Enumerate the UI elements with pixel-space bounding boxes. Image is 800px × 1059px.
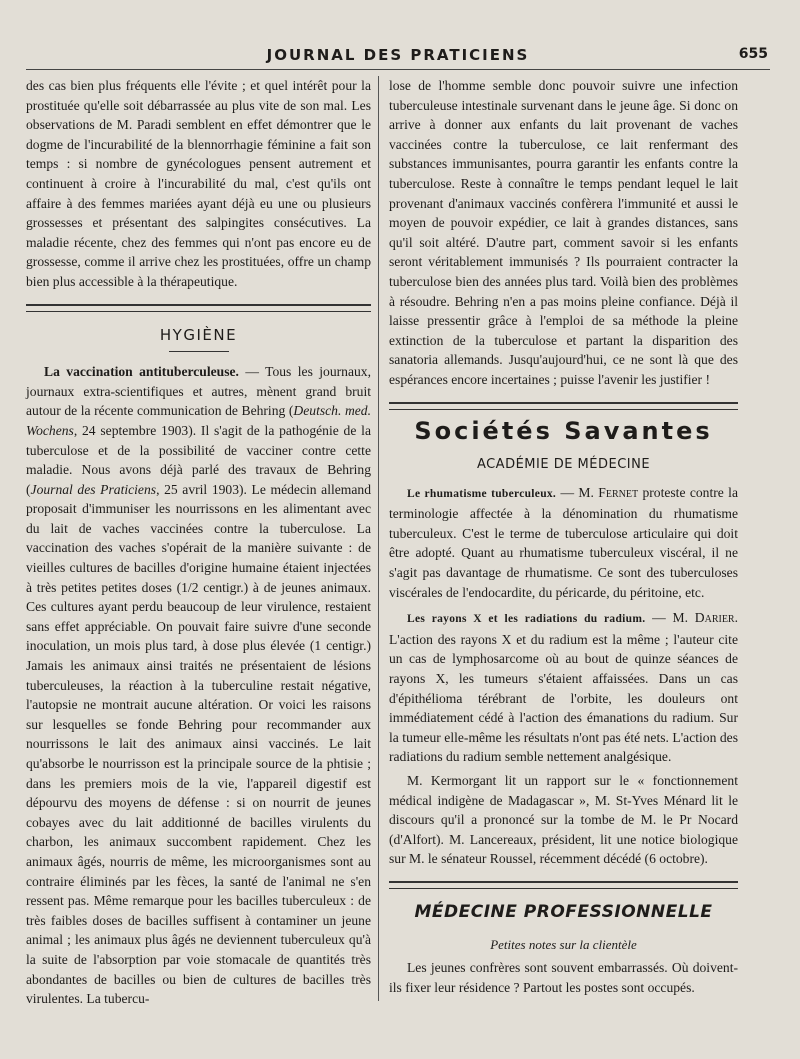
vaccination-text-a: — Tous les journaux, journaux extra-scientifiques et autres, mènent grand bruit autour de la récente communication de Behring (: [26, 364, 371, 419]
medecine-professionnelle-title: MÉDECINE PROFESSIONNELLE: [414, 901, 713, 922]
rayons-paragraph: [389, 608, 738, 767]
section-title-underline: [169, 351, 229, 352]
left-column: [26, 76, 371, 1023]
right-column: [389, 76, 738, 1023]
continued-paragraph: lose de l'homme semble donc pouvoir suivre une infection tuberculeuse intestinale survenant dans le jeune âge. Si donc on arrive à donner aux enfants du lait provenant de vaches vaccinées contre la tuberculose, ce lait renfermant des substances immunisantes, pourra garantir les enfants contre la tuberculose. Reste à connaître le temps pendant lequel le lait provenant d'animaux vaccinés confèrera l'immunité et aussi le moyen de pouvoir expédier, ce lait à grandes distances, sans qu'il soit altéré. D'autre part, comment savoir si les enfants seront véritablement immunisés ? Ils pourraient contracter la tuberculose bien des années plus tard. Voilà bien des problèmes à résoudre. Behring n'en a pas moins pleine confiance. Déjà il laisse pressentir grâce à l'emploi de sa méthode la pleine extinction de la tuberculose et partant la disparition des sanatoria allemands. Jusqu'aujourd'hui, ce ne sont là que des espérances encore incertaines ; puisse l'avenir les justifier !: [389, 78, 738, 387]
journal-title: JOURNAL DES PRATICIENS: [266, 46, 530, 64]
vaccination-text-c: , 25 avril 1903). Le médecin allemand proposait d'immuniser les nourrissons en les alimentant avec du lait de vaches vaccinées contre la tuberculose. La vaccination des vaches s'opérait de la manière suivante : de vieilles cultures de bacilles d'origine humaine étaient injectées à très petites petites doses (1/2 centigr.) à de jeunes animaux. Ces cultures ayant perdu beaucoup de leur virulence, restaient sans effet appréciable. On pouvait faire suivre d'une seconde inoculation, un mois plus tard, à dose plus élevée (1 centigr.) Jamais les animaux ainsi traités ne présentaient de lésions tuberculeuses, la réaction à la tuberculine restait négative, l'autopsie ne montrait aucune altération. Or voici les raisons sur lesquelles se fonde Behring pour recommander aux nourrissons le lait des animaux ainsi vaccinés. Le lait qu'absorbe le nourrisson est la principale source de la phtisie ; dans les premiers mois de la vie, l'appareil digestif est dépourvu des moyens de défense : si on nourrit de jeunes cobayes avec du lait additionné de bacilles virulents du charbon, les animaux succombent rapidement. Chez les animaux âgés, nourris de même, les microorganismes sont au contraire éliminés par les fèces, la santé de l'animal ne s'en ressent pas. Même remarque pour les bacilles tuberculeux : de très faibles doses de bacilles suffisent à contaminer un jeune animal ; les animaux plus âgés ne deviennent tuberculeux qu'à la suite de l'absorption par voie stomacale de quantités très abondantes de bacilles ou bien de cultures de bacilles très virulentes. La tubercu-: [26, 481, 371, 1007]
academie-heading: ACADÉMIE DE MÉDECINE: [476, 457, 651, 473]
page-header: [26, 42, 770, 70]
petites-notes-heading: Petites notes sur la clientèle: [490, 936, 637, 952]
rhumatisme-text: proteste contre la terminologie affectée à la dénomination du rhumatisme tuberculeux. C'est le terme de tuberculose articulaire qui doit être adopté. Quant au rhumatisme tuberculeux viscéral, il ne s'agit pas davantage de rhumatisme. Ce sont des tuberculoses viscérales de l'endocardite, du péricarde, du péritoine, etc.: [389, 484, 738, 600]
header-rule: [26, 69, 770, 70]
section-divider: [389, 881, 738, 889]
rhumatisme-dash: — M.: [556, 484, 599, 500]
vaccination-lead: La vaccination antituberculeuse.: [44, 364, 239, 380]
jeunes-confreres-paragraph: Les jeunes confrères sont souvent embarrassés. Où doivent-ils fixer leur résidence ? Partout les postes sont occupés.: [389, 960, 738, 995]
author-darier: Darier.: [694, 610, 738, 626]
vaccination-article: [26, 362, 371, 1009]
societes-savantes-title: Sociétés Savantes: [414, 416, 713, 445]
rhumatisme-paragraph: [389, 483, 738, 603]
section-divider: [26, 304, 371, 312]
rayons-lead: Les rayons X et les radiations du radium.: [407, 613, 646, 626]
reference-journal-praticiens: Journal des Praticiens: [30, 481, 157, 497]
column-divider: [378, 76, 379, 1001]
section-divider: [389, 402, 738, 410]
rayons-text: L'action des rayons X et du radium est la même ; l'auteur cite un cas de lymphosarcome où au bout de quinze séances de rayons X, les tumeurs s'étaient affaissées. Dans un cas d'épithélioma térébrant de l'orbite, les douleurs ont immédiatement cédé à l'action des émanations du radium. Sur la tumeur elle-même les résultats n'ont pas été nets. L'action des radiations du radium semble nettement analgésique.: [389, 631, 738, 765]
reference-deutsch-med: Deutsch. med. Wochens: [26, 403, 371, 438]
author-fernet: Fernet: [598, 484, 639, 500]
page-number: 655: [738, 46, 768, 62]
intro-paragraph: des cas bien plus fréquents elle l'évite ; et quel intérêt pour la prostituée qu'elle soit débarrassée au plus vite de son mal. Les observations de M. Paradi semblent en effet démontrer que le dogme de l'incurabilité de la blennorrhagie féminine a fait son temps : si nombre de gynécologues pensent autrement et continuent à croire à l'incurabilité du mal, c'est qu'ils ont affaire à des femmes mariées ayant déjà eu une ou plusieurs grossesses et présentant des salpingites consécutives. La maladie récente, chez des femmes qui n'ont pas encore eu de grossesse, comme il arrive chez les prostituées, offre un champ bien plus accessible à la thérapeutique.: [26, 78, 371, 289]
rhumatisme-lead: Le rhumatisme tuberculeux.: [407, 487, 557, 500]
hygiene-section-title: HYGIÈNE: [159, 325, 238, 344]
rayons-dash: — M.: [645, 610, 695, 626]
kermorgant-paragraph: M. Kermorgant lit un rapport sur le « fonctionnement médical indigène de Madagascar », M. St-Yves Ménard lit le discours qu'il a prononcé sur la tombe de M. le Pr Nocard (d'Alfort). M. Lancereaux, président, lit une notice biologique sur M. le sénateur Roussel, récemment décédé (6 octobre).: [389, 773, 738, 867]
vaccination-text-b: , 24 septembre 1903). Il s'agit de la pathogénie de la tuberculose et de la possibilité de vacciner contre cette maladie. Nous avons déjà parlé des travaux de Behring (: [26, 422, 371, 497]
